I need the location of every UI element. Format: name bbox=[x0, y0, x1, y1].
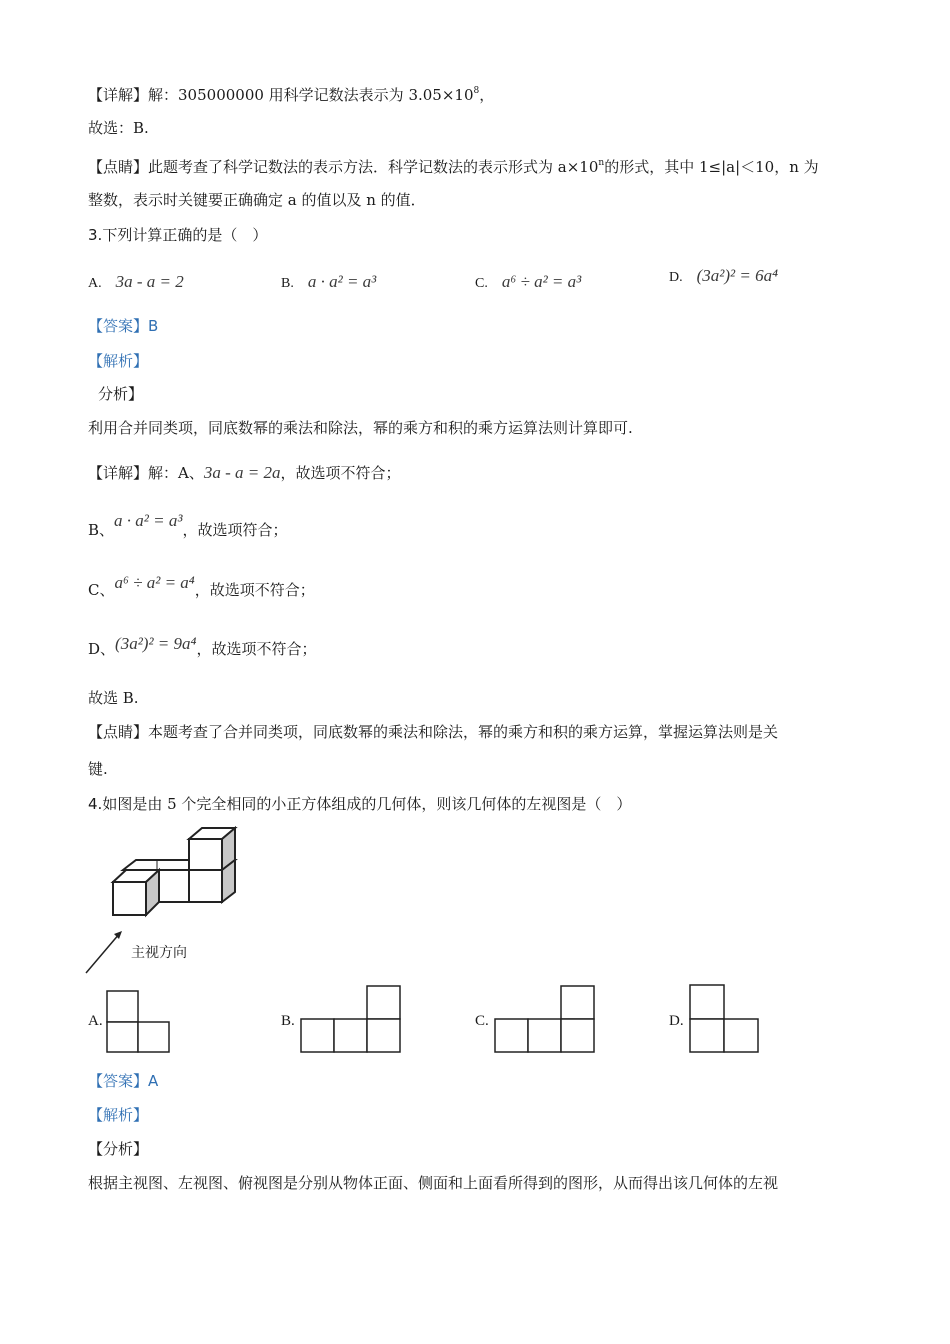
q4-fenxi-text: 根据主视图、左视图、俯视图是分别从物体正面、侧面和上面看所得到的图形，从而得出该几何体的左视 bbox=[88, 1174, 779, 1192]
q3-comment-line2: 键. bbox=[88, 760, 108, 778]
q4-option-a-figure[interactable] bbox=[105, 990, 171, 1054]
comment-text-a: 此题考查了科学记数法的表示方法．科学记数法的表示形式为 a×10 bbox=[148, 158, 599, 176]
front-cube-2 bbox=[156, 870, 189, 902]
q3-comment bbox=[88, 722, 778, 742]
q3-option-a[interactable] bbox=[88, 272, 184, 294]
q3-fenxi-tag: 分析】 bbox=[98, 385, 144, 403]
q3-number: 3. bbox=[88, 226, 103, 244]
q3-option-c[interactable] bbox=[475, 272, 581, 294]
answer-value: A bbox=[148, 1072, 159, 1090]
option-expr: (3a²)² = 6a⁴ bbox=[696, 266, 779, 285]
q3-detail-b bbox=[88, 511, 288, 540]
detail-d-head: D、 bbox=[88, 640, 116, 658]
q3-analysis-tag: 【解析】 bbox=[88, 352, 149, 370]
q4-option-a-label[interactable]: A. bbox=[88, 1013, 103, 1029]
detail-d-tail: ，故选项不符合； bbox=[196, 640, 317, 658]
detail-text: 解：305000000 用科学记数法表示为 3.05×10 bbox=[148, 86, 474, 104]
detail-b-tail: ，故选项符合； bbox=[182, 521, 288, 539]
view-direction-arrow bbox=[80, 925, 130, 980]
q2-comment-line2: 整数，表示时关键要正确确定 a 的值以及 n 的值． bbox=[88, 191, 426, 209]
q4-stem-text: 如图是由 5 个完全相同的小正方体组成的几何体，则该几何体的左视图是（ ） bbox=[102, 795, 632, 813]
detail-c-tail: ，故选项不符合； bbox=[194, 581, 315, 599]
q3-choice: 故选 B. bbox=[88, 689, 139, 707]
detail-a-tail: ，故选项不符合； bbox=[280, 464, 401, 482]
q4-option-b-figure[interactable] bbox=[299, 984, 403, 1054]
detail-tag: 【详解】 bbox=[88, 86, 149, 104]
detail-tag: 【详解】 bbox=[88, 464, 149, 482]
q3-detail-d bbox=[88, 634, 317, 659]
comment-tag: 【点睛】 bbox=[88, 158, 149, 176]
detail-intro: 解：A、 bbox=[148, 464, 204, 482]
q3-stem bbox=[88, 225, 267, 245]
q3-answer bbox=[88, 316, 158, 336]
detail-b-head: B、 bbox=[88, 521, 115, 539]
detail-c-expr: a⁶ ÷ a² = a⁴ bbox=[114, 573, 195, 592]
q3-option-d[interactable] bbox=[669, 266, 778, 288]
detail-end: ， bbox=[479, 86, 495, 104]
view-direction-label: 主视方向 bbox=[131, 945, 187, 961]
q4-option-d-label[interactable]: D. bbox=[669, 1013, 684, 1029]
option-label: D. bbox=[669, 270, 683, 285]
comment-exponent: n bbox=[598, 158, 605, 168]
option-label: B. bbox=[281, 276, 294, 291]
detail-b-expr: a · a² = a³ bbox=[114, 511, 183, 530]
q4-answer bbox=[88, 1071, 158, 1091]
option-expr: a⁶ ÷ a² = a³ bbox=[501, 272, 582, 291]
front-cube-3 bbox=[189, 870, 222, 902]
q2-comment bbox=[88, 153, 819, 177]
q3-stem-text: 下列计算正确的是（ ） bbox=[102, 226, 268, 244]
detail-a-expr: 3a - a = 2a bbox=[203, 463, 281, 482]
q4-option-d-figure[interactable] bbox=[688, 983, 760, 1055]
q4-option-b-label[interactable]: B. bbox=[281, 1013, 295, 1029]
answer-tag: 【答案】 bbox=[88, 317, 149, 335]
upper-front-face bbox=[189, 839, 222, 870]
front-cube-1 bbox=[113, 882, 146, 915]
q4-stem bbox=[88, 794, 631, 814]
q4-number: 4. bbox=[88, 795, 103, 813]
q4-option-c-label[interactable]: C. bbox=[475, 1013, 489, 1029]
comment-text: 本题考查了合并同类项，同底数幂的乘法和除法，幂的乘方和积的乘方运算，掌握运算法则是关 bbox=[148, 723, 779, 741]
q4-option-c-figure[interactable] bbox=[493, 984, 597, 1054]
q4-fenxi-tag: 【分析】 bbox=[88, 1140, 149, 1158]
comment-text-b: 的形式，其中 1≤|a|＜10，n 为 bbox=[604, 158, 819, 176]
q2-detail bbox=[88, 81, 494, 105]
q3-detail-c bbox=[88, 573, 315, 600]
detail-exponent: 8 bbox=[473, 86, 480, 96]
q4-analysis-tag: 【解析】 bbox=[88, 1106, 149, 1124]
answer-tag: 【答案】 bbox=[88, 1072, 149, 1090]
detail-d-expr: (3a²)² = 9a⁴ bbox=[115, 634, 197, 653]
q3-detail-a bbox=[88, 463, 401, 483]
answer-value: B bbox=[148, 317, 159, 335]
q2-choice: 故选：B. bbox=[88, 119, 149, 137]
comment-tag: 【点睛】 bbox=[88, 723, 149, 741]
q3-fenxi-text: 利用合并同类项，同底数幂的乘法和除法，幂的乘方和积的乘方运算法则计算即可. bbox=[88, 419, 633, 437]
option-label: C. bbox=[475, 276, 488, 291]
q3-option-b[interactable] bbox=[281, 272, 376, 294]
option-expr: a · a² = a³ bbox=[307, 272, 377, 291]
option-expr: 3a - a = 2 bbox=[115, 272, 184, 291]
detail-c-head: C、 bbox=[88, 581, 115, 599]
option-label: A. bbox=[88, 276, 102, 291]
